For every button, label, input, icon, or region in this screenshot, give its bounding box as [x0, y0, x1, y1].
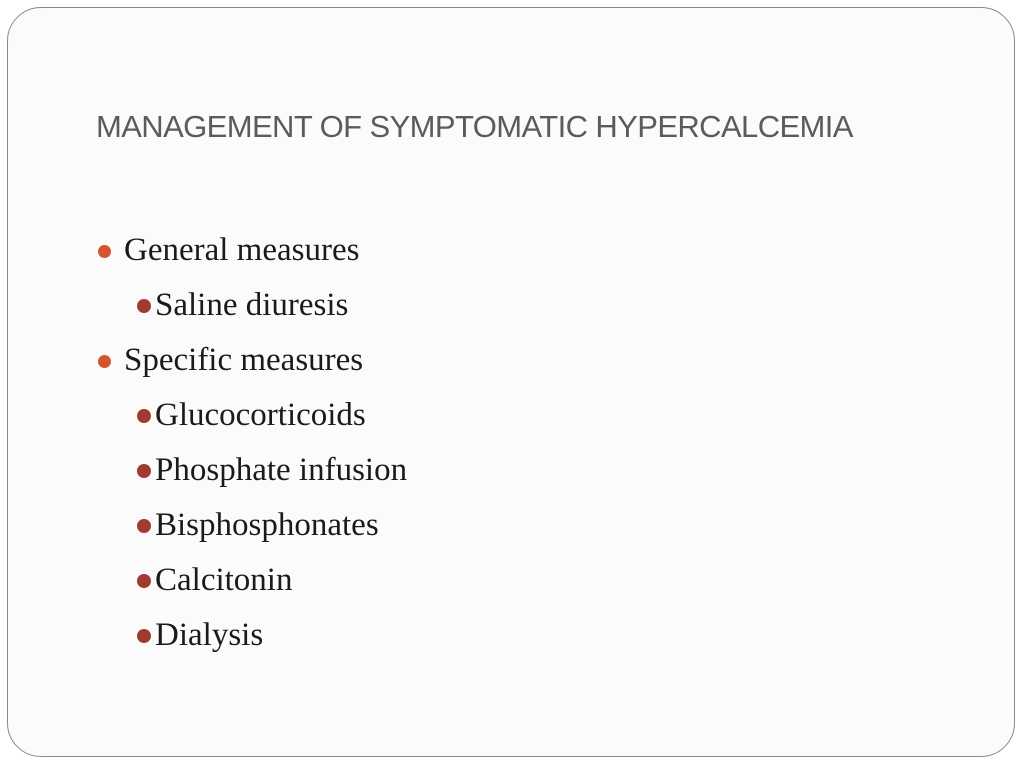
sub-bullet-dot-icon [137, 574, 151, 588]
sub-bullet-dot-icon [137, 409, 151, 423]
sub-bullet-dot-icon [137, 464, 151, 478]
sub-bullet-saline-diuresis [124, 285, 407, 325]
bullet-label: Specific measures [124, 342, 364, 378]
bullet-general-measures [96, 230, 407, 325]
sub-bullet-list [124, 285, 407, 325]
sub-bullet-label: Phosphate infusion [155, 452, 408, 488]
bullet-list [96, 230, 407, 670]
slide-title: MANAGEMENT OF SYMPTOMATIC HYPERCALCEMIA [96, 109, 853, 144]
bullet-label: General measures [124, 232, 360, 268]
sub-bullet-calcitonin [124, 560, 407, 600]
sub-bullet-label: Saline diuresis [155, 287, 349, 323]
sub-bullet-label: Bisphosphonates [155, 507, 379, 543]
sub-bullet-dot-icon [137, 299, 151, 313]
bullet-dot-icon [98, 245, 111, 258]
sub-bullet-dot-icon [137, 629, 151, 643]
sub-bullet-glucocorticoids [124, 395, 407, 435]
sub-bullet-label: Dialysis [155, 617, 264, 653]
sub-bullet-dialysis [124, 615, 407, 655]
sub-bullet-list [124, 395, 407, 655]
sub-bullet-label: Calcitonin [155, 562, 293, 598]
sub-bullet-bisphosphonates [124, 505, 407, 545]
sub-bullet-phosphate-infusion [124, 450, 407, 490]
bullet-dot-icon [98, 355, 111, 368]
sub-bullet-label: Glucocorticoids [155, 397, 366, 433]
bullet-specific-measures [96, 340, 407, 655]
slide [7, 7, 1015, 757]
sub-bullet-dot-icon [137, 519, 151, 533]
